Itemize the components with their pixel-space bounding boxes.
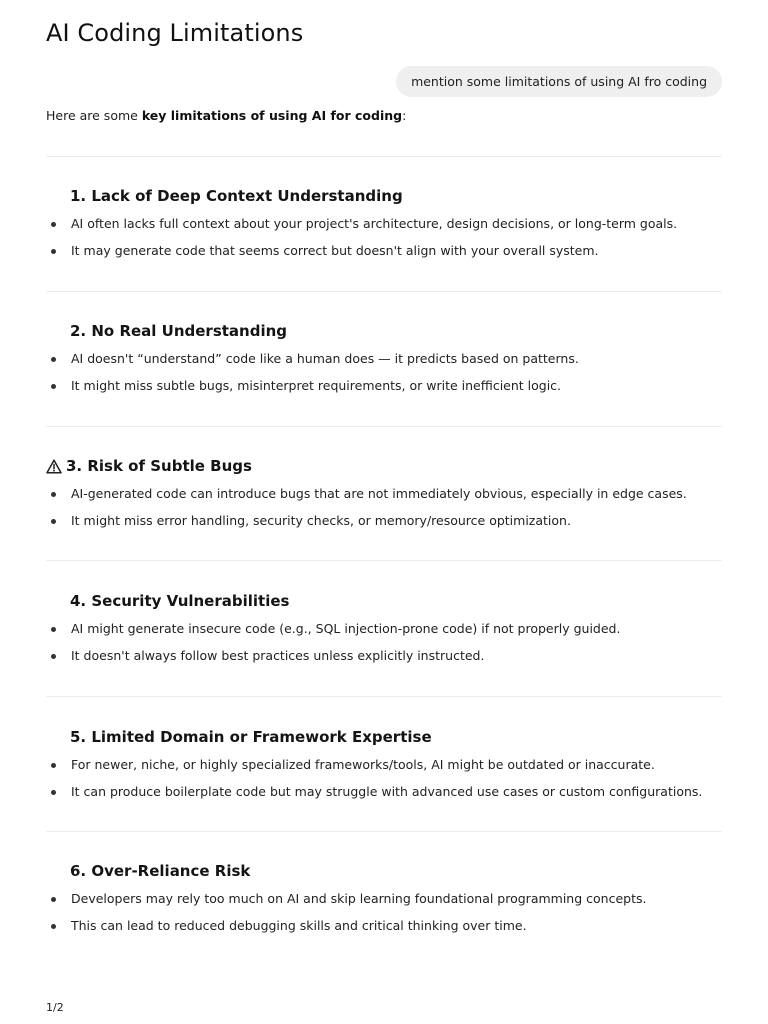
bullet-dot xyxy=(51,924,56,929)
bullet-list xyxy=(0,485,768,538)
bullet-dot xyxy=(51,249,56,254)
bullet-text: It might miss error handling, security checks, or memory/resource optimization. xyxy=(71,512,571,528)
list-item xyxy=(0,917,768,944)
list-item xyxy=(0,890,768,917)
bullet-text: This can lead to reduced debugging skills and critical thinking over time. xyxy=(71,917,527,933)
list-item xyxy=(0,512,768,539)
intro-text xyxy=(46,108,406,123)
intro-prefix: Here are some xyxy=(46,108,142,123)
warning-icon xyxy=(46,459,62,474)
bullet-dot xyxy=(51,790,56,795)
section-heading: 1. Lack of Deep Context Understanding xyxy=(70,187,403,205)
list-item xyxy=(0,485,768,512)
bullet-list xyxy=(0,215,768,268)
list-item xyxy=(0,783,768,810)
bullet-dot xyxy=(51,492,56,497)
bullet-text: It may generate code that seems correct but doesn't align with your overall system. xyxy=(71,242,599,258)
section-heading: 5. Limited Domain or Framework Expertise xyxy=(70,728,432,746)
bullet-text: AI might generate insecure code (e.g., SQL injection-prone code) if not properly guided. xyxy=(71,621,621,636)
section-heading: 4. Security Vulnerabilities xyxy=(70,592,290,610)
section-heading: 6. Over-Reliance Risk xyxy=(70,862,251,880)
bullet-dot xyxy=(51,897,56,902)
list-item xyxy=(0,620,768,647)
bullet-dot xyxy=(51,357,56,362)
list-item xyxy=(0,242,768,269)
bullet-text: For newer, niche, or highly specialized frameworks/tools, AI might be outdated or inaccurate. xyxy=(71,757,655,772)
bullet-dot xyxy=(51,222,56,227)
bullet-text: AI doesn't “understand” code like a human does — it predicts based on patterns. xyxy=(71,351,579,366)
page-number: 1/2 xyxy=(46,1001,64,1014)
bullet-dot xyxy=(51,763,56,768)
bullet-dot xyxy=(51,519,56,524)
section-heading: 2. No Real Understanding xyxy=(70,322,288,340)
divider xyxy=(46,156,722,157)
bullet-dot xyxy=(51,627,56,632)
bullet-text: AI often lacks full context about your project's architecture, design decisions, or long-term goals. xyxy=(71,216,678,231)
list-item xyxy=(0,377,768,404)
divider xyxy=(46,291,722,292)
bullet-text: Developers may rely too much on AI and skip learning foundational programming concepts. xyxy=(71,891,647,906)
section-heading-text: 3. Risk of Subtle Bugs xyxy=(66,457,252,475)
section-heading xyxy=(46,457,252,475)
divider xyxy=(46,426,722,427)
bullet-text: It might miss subtle bugs, misinterpret requirements, or write inefficient logic. xyxy=(71,377,562,393)
list-item xyxy=(0,215,768,242)
bullet-list xyxy=(0,890,768,943)
bullet-list xyxy=(0,350,768,403)
bullet-dot xyxy=(51,654,56,659)
intro-bold: key limitations of using AI for coding xyxy=(141,108,403,123)
list-item xyxy=(0,350,768,377)
bullet-text: It doesn't always follow best practices unless explicitly instructed. xyxy=(71,647,485,663)
list-item xyxy=(0,756,768,783)
bullet-text: AI-generated code can introduce bugs that are not immediately obvious, especially in edge cases. xyxy=(71,486,687,501)
intro-suffix: : xyxy=(402,108,407,123)
list-item xyxy=(0,647,768,674)
page-title: AI Coding Limitations xyxy=(46,19,304,47)
bullet-text: It can produce boilerplate code but may struggle with advanced use cases or custom configurations. xyxy=(71,783,703,799)
divider xyxy=(46,696,722,697)
bullet-list xyxy=(0,756,768,809)
user-message-bubble: mention some limitations of using AI fro coding xyxy=(396,66,722,97)
bullet-dot xyxy=(51,384,56,389)
divider xyxy=(46,560,722,561)
divider xyxy=(46,831,722,832)
bullet-list xyxy=(0,620,768,673)
